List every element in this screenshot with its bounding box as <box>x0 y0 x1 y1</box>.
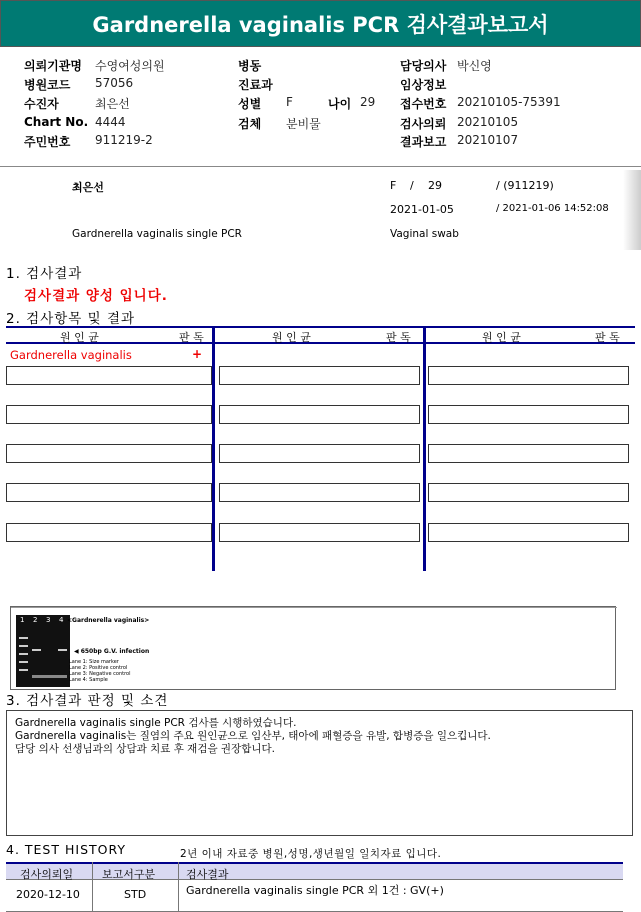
code-label: 병원코드 <box>24 78 71 92</box>
code-value: 57056 <box>95 76 134 90</box>
patient-summary <box>0 170 641 250</box>
positive-band <box>32 649 41 651</box>
empty-result-row <box>6 483 212 502</box>
history-date: 2020-12-10 <box>16 888 80 901</box>
id-label: 주민번호 <box>24 135 71 149</box>
marker-band <box>19 669 28 671</box>
lane-number: 3 <box>46 616 51 624</box>
receiver-value: 최은선 <box>95 97 130 111</box>
empty-result-row <box>219 366 420 385</box>
reception-value: 20210105-75391 <box>457 95 561 109</box>
chart-value: 4444 <box>95 115 126 129</box>
empty-result-row <box>6 366 212 385</box>
specimen-label: 검체 <box>238 117 262 131</box>
test-name: Gardnerella vaginalis single PCR <box>72 228 242 240</box>
id-value: 911219-2 <box>95 133 153 147</box>
primer-band <box>32 675 67 678</box>
history-col-date: 검사의뢰일 <box>20 868 74 881</box>
hospital-value: 수영여성의원 <box>95 59 165 73</box>
ward-label: 병동 <box>238 59 262 73</box>
positive-result: 검사결과 양성 입니다. <box>24 288 168 304</box>
history-header <box>6 862 623 880</box>
chart-label: Chart No. <box>24 115 89 129</box>
col-pathogen-2: 원 인 균 <box>272 331 311 344</box>
patient-birth: / (911219) <box>496 179 554 192</box>
result-positive-sign: + <box>192 347 203 361</box>
empty-result-row <box>219 444 420 463</box>
empty-result-row <box>6 405 212 424</box>
gel-electrophoresis-image <box>16 615 70 687</box>
receiver-label: 수진자 <box>24 97 59 111</box>
request-date: 2021-01-05 <box>390 203 454 216</box>
doctor-label: 담당의사 <box>400 59 447 73</box>
header-info <box>0 55 641 167</box>
empty-result-row <box>219 523 420 542</box>
history-col-result: 검사결과 <box>186 868 229 881</box>
marker-band <box>19 653 28 655</box>
gel-image-frame <box>10 606 616 690</box>
empty-result-row <box>428 523 629 542</box>
report-label: 결과보고 <box>400 135 447 149</box>
marker-band <box>19 661 28 663</box>
sex-value: F <box>286 95 293 109</box>
request-value: 20210105 <box>457 115 519 129</box>
empty-result-row <box>428 405 629 424</box>
marker-band <box>19 637 28 639</box>
section2-title: 2. 검사항목 및 결과 <box>6 311 136 327</box>
empty-result-row <box>428 366 629 385</box>
opinion-line: Gardnerella vaginalis는 질염의 주요 원인균으로 임산부, 태아에 패혈증을 유발, 합병증을 일으킵니다. <box>15 730 491 742</box>
report-title: Gardnerella vaginalis PCR 검사결과보고서 <box>0 0 641 47</box>
hospital-label: 의뢰기관명 <box>24 59 82 73</box>
column-divider <box>212 326 215 571</box>
empty-result-row <box>6 444 212 463</box>
opinion-line: 담당 의사 선생님과의 상담과 치료 후 재검을 권장합니다. <box>15 743 275 755</box>
marker-band <box>19 645 28 647</box>
col-pathogen-1: 원 인 균 <box>60 331 99 344</box>
opinion-box <box>6 710 633 836</box>
specimen-type: Vaginal swab <box>390 228 459 240</box>
patient-sex: F <box>390 179 397 192</box>
lane-number: 4 <box>59 616 64 624</box>
age-value: 29 <box>360 95 376 109</box>
history-note: 2년 이내 자료중 병원,성명,생년월일 일치자료 입니다. <box>180 848 442 860</box>
specimen-value: 분비물 <box>286 117 321 131</box>
empty-result-row <box>219 405 420 424</box>
dept-label: 진료과 <box>238 78 273 92</box>
gel-title: <Gardnerella vaginalis> <box>67 617 150 624</box>
report-datetime: / 2021-01-06 14:52:08 <box>496 203 609 214</box>
patient-age: 29 <box>428 179 442 192</box>
sample-band <box>58 649 67 651</box>
patient-slash: / <box>410 179 414 192</box>
pathogen-gardnerella: Gardnerella vaginalis <box>10 348 132 362</box>
column-divider <box>423 326 426 571</box>
section4-title: 4. TEST HISTORY <box>6 842 126 857</box>
history-result: Gardnerella vaginalis single PCR 외 1건 : GV(+) <box>186 884 444 897</box>
page-shadow <box>623 170 641 250</box>
empty-result-row <box>428 444 629 463</box>
lane-number: 2 <box>33 616 38 624</box>
history-type: STD <box>124 888 147 901</box>
age-label: 나이 <box>328 97 352 111</box>
empty-result-row <box>428 483 629 502</box>
patient-name: 최은선 <box>72 181 104 194</box>
clinical-label: 임상정보 <box>400 78 447 92</box>
sex-label: 성별 <box>238 97 262 111</box>
empty-result-row <box>6 523 212 542</box>
doctor-value: 박신영 <box>457 59 492 73</box>
result-table <box>6 326 635 571</box>
request-label: 검사의뢰 <box>400 117 447 131</box>
table-row <box>6 880 623 912</box>
opinion-line: Gardnerella vaginalis single PCR 검사를 시행하였습니다. <box>15 717 297 729</box>
gel-band-annotation: ◀ 650bp G.V. infection <box>74 648 150 655</box>
empty-result-row <box>219 483 420 502</box>
section3-title: 3. 검사결과 판정 및 소견 <box>6 693 169 709</box>
gel-legend: Lane 1: Size marker Lane 2: Positive control Lane 3: Negative control Lane 4: Sample <box>69 659 131 683</box>
lane-number: 1 <box>20 616 25 624</box>
col-result-1: 판 독 <box>179 331 204 344</box>
section1-title: 1. 검사결과 <box>6 266 83 282</box>
result-table-header <box>6 326 635 344</box>
history-col-type: 보고서구분 <box>102 868 156 881</box>
col-result-3: 판 독 <box>595 331 620 344</box>
col-result-2: 판 독 <box>386 331 411 344</box>
col-pathogen-3: 원 인 균 <box>482 331 521 344</box>
report-value: 20210107 <box>457 133 519 147</box>
reception-label: 접수번호 <box>400 97 447 111</box>
